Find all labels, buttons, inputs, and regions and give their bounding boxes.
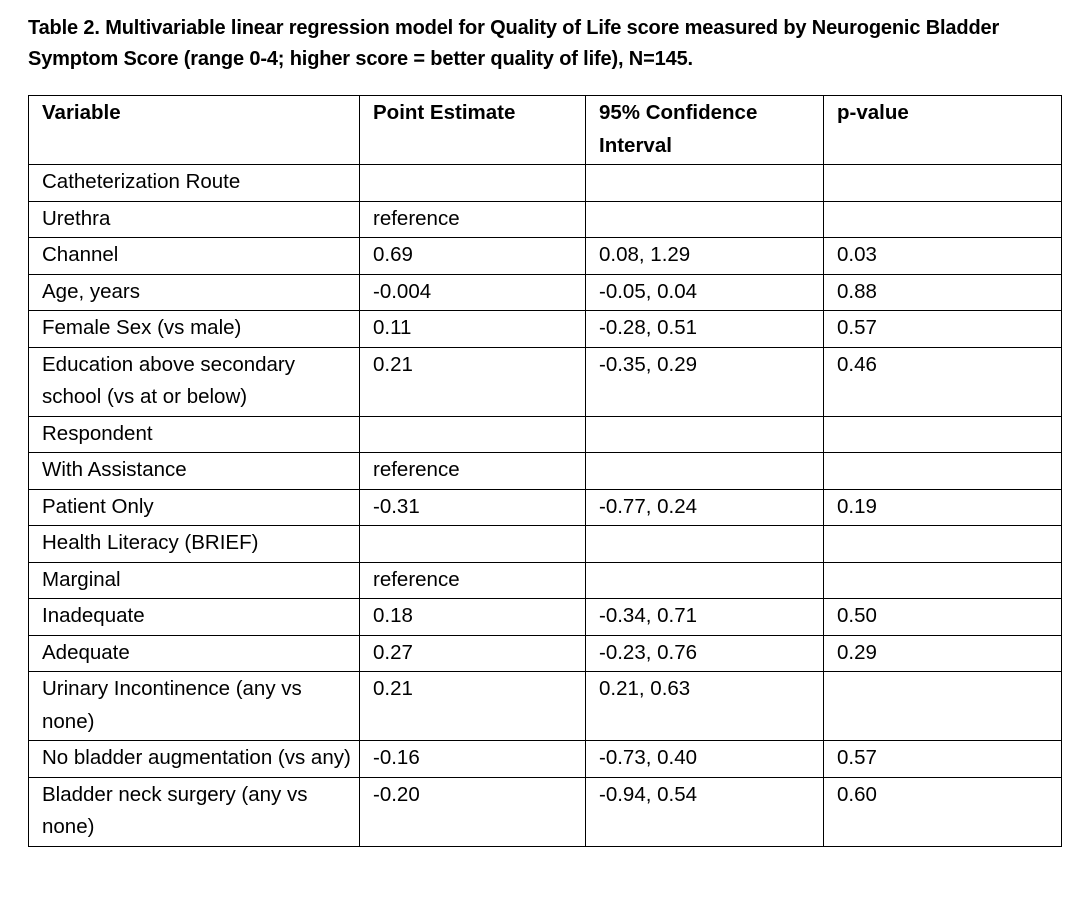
cell-variable: With Assistance	[29, 453, 360, 490]
table-row	[29, 453, 1062, 490]
table-row	[29, 165, 1062, 202]
cell-ci	[586, 165, 824, 202]
cell-p-value	[824, 201, 1062, 238]
cell-variable: Inadequate	[29, 599, 360, 636]
cell-estimate: 0.11	[360, 311, 586, 348]
cell-estimate	[360, 526, 586, 563]
cell-ci: -0.73, 0.40	[586, 741, 824, 778]
cell-ci: -0.05, 0.04	[586, 274, 824, 311]
cell-variable: Respondent	[29, 416, 360, 453]
cell-ci: -0.28, 0.51	[586, 311, 824, 348]
cell-variable: Female Sex (vs male)	[29, 311, 360, 348]
cell-ci: -0.35, 0.29	[586, 347, 824, 416]
table-row	[29, 347, 1062, 416]
cell-p-value: 0.88	[824, 274, 1062, 311]
cell-ci: 0.21, 0.63	[586, 672, 824, 741]
cell-variable: Health Literacy (BRIEF)	[29, 526, 360, 563]
cell-variable: Marginal	[29, 562, 360, 599]
cell-p-value: 0.29	[824, 635, 1062, 672]
cell-estimate	[360, 416, 586, 453]
cell-estimate: -0.16	[360, 741, 586, 778]
cell-ci: -0.23, 0.76	[586, 635, 824, 672]
cell-ci	[586, 416, 824, 453]
cell-p-value	[824, 165, 1062, 202]
cell-variable: Catheterization Route	[29, 165, 360, 202]
cell-p-value: 0.57	[824, 311, 1062, 348]
cell-variable: Urethra	[29, 201, 360, 238]
table-row	[29, 311, 1062, 348]
table-row	[29, 741, 1062, 778]
cell-variable: Age, years	[29, 274, 360, 311]
cell-p-value: 0.46	[824, 347, 1062, 416]
cell-p-value	[824, 453, 1062, 490]
cell-ci: -0.94, 0.54	[586, 777, 824, 846]
table-row	[29, 635, 1062, 672]
cell-estimate: 0.18	[360, 599, 586, 636]
cell-estimate: -0.004	[360, 274, 586, 311]
header-variable: Variable	[29, 96, 360, 165]
cell-ci	[586, 201, 824, 238]
cell-ci	[586, 562, 824, 599]
cell-variable: Patient Only	[29, 489, 360, 526]
regression-table	[28, 95, 1062, 847]
cell-p-value	[824, 526, 1062, 563]
table-row	[29, 416, 1062, 453]
cell-p-value: 0.03	[824, 238, 1062, 275]
table-row	[29, 672, 1062, 741]
cell-estimate: 0.27	[360, 635, 586, 672]
table-row	[29, 489, 1062, 526]
cell-variable: Bladder neck surgery (any vs none)	[29, 777, 360, 846]
header-p-value: p-value	[824, 96, 1062, 165]
cell-variable: Education above secondary school (vs at or below)	[29, 347, 360, 416]
cell-p-value: 0.60	[824, 777, 1062, 846]
table-row	[29, 777, 1062, 846]
cell-estimate: reference	[360, 201, 586, 238]
table-row	[29, 274, 1062, 311]
cell-p-value: 0.57	[824, 741, 1062, 778]
cell-p-value: 0.19	[824, 489, 1062, 526]
cell-estimate	[360, 165, 586, 202]
header-confidence-interval: 95% Confidence Interval	[586, 96, 824, 165]
cell-estimate: 0.69	[360, 238, 586, 275]
table-row	[29, 238, 1062, 275]
cell-estimate: reference	[360, 562, 586, 599]
cell-estimate: 0.21	[360, 672, 586, 741]
cell-ci: -0.77, 0.24	[586, 489, 824, 526]
cell-p-value	[824, 672, 1062, 741]
table-row	[29, 599, 1062, 636]
header-row	[29, 96, 1062, 165]
cell-p-value	[824, 416, 1062, 453]
cell-estimate: -0.20	[360, 777, 586, 846]
cell-variable: Channel	[29, 238, 360, 275]
table-caption: Table 2. Multivariable linear regression model for Quality of Life score measured by Neurogenic Bladder Symptom Score (range 0-4; higher score = better quality of life), N=145.	[28, 17, 1000, 70]
table-row	[29, 201, 1062, 238]
cell-ci	[586, 453, 824, 490]
cell-estimate: -0.31	[360, 489, 586, 526]
header-point-estimate: Point Estimate	[360, 96, 586, 165]
cell-variable: No bladder augmentation (vs any)	[29, 741, 360, 778]
cell-variable: Urinary Incontinence (any vs none)	[29, 672, 360, 741]
cell-variable: Adequate	[29, 635, 360, 672]
table-row	[29, 562, 1062, 599]
cell-estimate: reference	[360, 453, 586, 490]
cell-p-value	[824, 562, 1062, 599]
cell-estimate: 0.21	[360, 347, 586, 416]
cell-ci: -0.34, 0.71	[586, 599, 824, 636]
cell-ci	[586, 526, 824, 563]
cell-ci: 0.08, 1.29	[586, 238, 824, 275]
table-row	[29, 526, 1062, 563]
cell-p-value: 0.50	[824, 599, 1062, 636]
